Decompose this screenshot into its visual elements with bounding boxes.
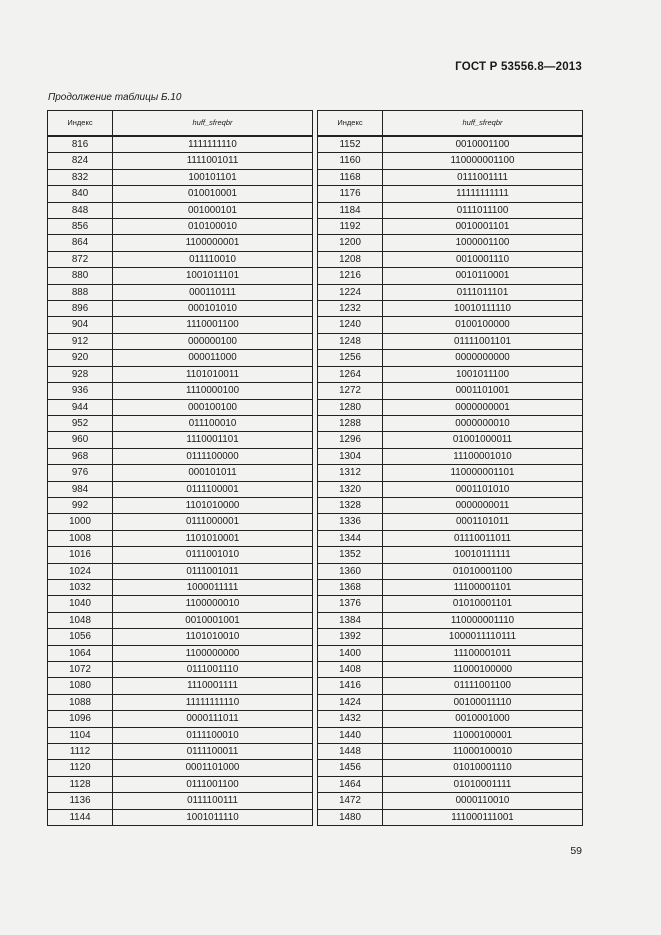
cell-code: 11111111110	[113, 694, 313, 710]
cell-code: 0111100001	[113, 481, 313, 497]
table-row	[318, 350, 583, 366]
cell-index: 1104	[48, 727, 113, 743]
table-row	[48, 202, 313, 218]
cell-index: 944	[48, 399, 113, 415]
cell-index: 1112	[48, 744, 113, 760]
table-header-row	[48, 111, 313, 137]
table-row	[318, 744, 583, 760]
table-row	[48, 809, 313, 825]
cell-code: 11100001101	[383, 579, 583, 595]
cell-index: 992	[48, 497, 113, 513]
cell-code: 1111001011	[113, 153, 313, 169]
cell-index: 1016	[48, 547, 113, 563]
cell-code: 0111001110	[113, 662, 313, 678]
cell-code: 1101010001	[113, 530, 313, 546]
table-row	[48, 514, 313, 530]
table-row	[318, 694, 583, 710]
table-row	[48, 186, 313, 202]
cell-index: 1072	[48, 662, 113, 678]
cell-index: 1288	[318, 415, 383, 431]
table-row	[318, 809, 583, 825]
table-row	[318, 383, 583, 399]
cell-index: 1432	[318, 711, 383, 727]
cell-index: 1320	[318, 481, 383, 497]
column-header-value: huff_sfreqbr	[113, 111, 313, 137]
cell-index: 1056	[48, 629, 113, 645]
cell-index: 952	[48, 415, 113, 431]
table-row	[48, 301, 313, 317]
table-row	[48, 711, 313, 727]
page-number: 59	[570, 845, 582, 857]
table-row	[48, 760, 313, 776]
cell-code: 11000100001	[383, 727, 583, 743]
cell-code: 1101010011	[113, 366, 313, 382]
cell-index: 1000	[48, 514, 113, 530]
cell-code: 011100010	[113, 415, 313, 431]
table-row	[48, 793, 313, 809]
cell-code: 0111100000	[113, 448, 313, 464]
table-row	[318, 284, 583, 300]
table-row	[48, 596, 313, 612]
cell-code: 1001011100	[383, 366, 583, 382]
table-row	[318, 645, 583, 661]
cell-code: 0111011101	[383, 284, 583, 300]
table-row	[48, 317, 313, 333]
cell-code: 0000000010	[383, 415, 583, 431]
cell-index: 1248	[318, 333, 383, 349]
cell-index: 960	[48, 432, 113, 448]
table-row	[48, 530, 313, 546]
table-row	[318, 186, 583, 202]
cell-code: 1110001101	[113, 432, 313, 448]
cell-index: 1400	[318, 645, 383, 661]
cell-code: 111000111001	[383, 809, 583, 825]
table-row	[48, 169, 313, 185]
cell-index: 1176	[318, 186, 383, 202]
table-row	[318, 547, 583, 563]
cell-code: 11000100000	[383, 662, 583, 678]
table-row	[318, 333, 583, 349]
table-row	[48, 579, 313, 595]
cell-code: 11100001010	[383, 448, 583, 464]
cell-code: 0111001111	[383, 169, 583, 185]
table-row	[48, 383, 313, 399]
table-row	[48, 645, 313, 661]
cell-code: 01010001110	[383, 760, 583, 776]
cell-code: 01001000011	[383, 432, 583, 448]
cell-code: 10010111111	[383, 547, 583, 563]
cell-index: 872	[48, 251, 113, 267]
table-row	[318, 268, 583, 284]
cell-index: 1264	[318, 366, 383, 382]
cell-code: 000000100	[113, 333, 313, 349]
cell-index: 1008	[48, 530, 113, 546]
table-row	[318, 481, 583, 497]
cell-code: 11111111111	[383, 186, 583, 202]
cell-code: 0010001110	[383, 251, 583, 267]
cell-code: 0010001100	[383, 136, 583, 153]
column-header-value: huff_sfreqbr	[383, 111, 583, 137]
table-row	[48, 399, 313, 415]
cell-code: 0100100000	[383, 317, 583, 333]
table-row	[48, 350, 313, 366]
cell-index: 1040	[48, 596, 113, 612]
cell-index: 1136	[48, 793, 113, 809]
table-row	[48, 694, 313, 710]
cell-index: 1216	[318, 268, 383, 284]
table-row	[318, 596, 583, 612]
table-row	[48, 251, 313, 267]
table-row	[318, 235, 583, 251]
table-row	[318, 612, 583, 628]
cell-index: 1408	[318, 662, 383, 678]
cell-index: 1160	[318, 153, 383, 169]
cell-index: 1392	[318, 629, 383, 645]
cell-code: 000101010	[113, 301, 313, 317]
table-row	[318, 793, 583, 809]
cell-index: 912	[48, 333, 113, 349]
cell-index: 1296	[318, 432, 383, 448]
table-row	[318, 711, 583, 727]
cell-code: 0111100010	[113, 727, 313, 743]
table-row	[48, 219, 313, 235]
cell-index: 1272	[318, 383, 383, 399]
table-row	[318, 678, 583, 694]
cell-index: 1448	[318, 744, 383, 760]
cell-code: 1110001100	[113, 317, 313, 333]
cell-index: 1312	[318, 465, 383, 481]
table-row	[318, 760, 583, 776]
cell-index: 864	[48, 235, 113, 251]
cell-code: 0010001001	[113, 612, 313, 628]
cell-code: 1100000010	[113, 596, 313, 612]
cell-code: 1111111110	[113, 136, 313, 153]
table-caption: Продолжение таблицы Б.10	[48, 92, 182, 103]
table-row	[48, 678, 313, 694]
cell-code: 11100001011	[383, 645, 583, 661]
cell-index: 1192	[318, 219, 383, 235]
cell-index: 1032	[48, 579, 113, 595]
cell-code: 000101011	[113, 465, 313, 481]
cell-code: 1110001111	[113, 678, 313, 694]
cell-index: 1480	[318, 809, 383, 825]
cell-index: 1200	[318, 235, 383, 251]
cell-code: 0111100111	[113, 793, 313, 809]
cell-code: 01111001100	[383, 678, 583, 694]
table-row	[48, 727, 313, 743]
cell-code: 01010001111	[383, 776, 583, 792]
cell-code: 1000001100	[383, 235, 583, 251]
table-row	[48, 268, 313, 284]
table-row	[318, 514, 583, 530]
cell-index: 1168	[318, 169, 383, 185]
table-row	[48, 744, 313, 760]
cell-index: 1360	[318, 563, 383, 579]
table-row	[318, 399, 583, 415]
table-row	[318, 251, 583, 267]
table-row	[48, 432, 313, 448]
cell-index: 1080	[48, 678, 113, 694]
cell-code: 1001011101	[113, 268, 313, 284]
table-row	[48, 366, 313, 382]
table-row	[318, 169, 583, 185]
cell-code: 000110111	[113, 284, 313, 300]
cell-code: 0010001101	[383, 219, 583, 235]
cell-index: 1456	[318, 760, 383, 776]
table-row	[48, 333, 313, 349]
table-row	[48, 563, 313, 579]
cell-code: 0010001000	[383, 711, 583, 727]
cell-index: 1184	[318, 202, 383, 218]
cell-code: 1001011110	[113, 809, 313, 825]
table-row	[48, 547, 313, 563]
table-row	[48, 153, 313, 169]
cell-index: 936	[48, 383, 113, 399]
cell-code: 0000000011	[383, 497, 583, 513]
cell-index: 1424	[318, 694, 383, 710]
table-row	[318, 153, 583, 169]
cell-code: 100101101	[113, 169, 313, 185]
cell-code: 01010001100	[383, 563, 583, 579]
cell-index: 1088	[48, 694, 113, 710]
table-row	[318, 136, 583, 153]
cell-code: 0111000001	[113, 514, 313, 530]
cell-code: 110000001101	[383, 465, 583, 481]
cell-index: 1352	[318, 547, 383, 563]
table-row	[318, 448, 583, 464]
cell-index: 1256	[318, 350, 383, 366]
cell-index: 1232	[318, 301, 383, 317]
table-header-row	[318, 111, 583, 137]
cell-index: 824	[48, 153, 113, 169]
cell-code: 011110010	[113, 251, 313, 267]
table-row	[318, 219, 583, 235]
cell-code: 0000111011	[113, 711, 313, 727]
cell-code: 1110000100	[113, 383, 313, 399]
cell-code: 000100100	[113, 399, 313, 415]
cell-index: 1328	[318, 497, 383, 513]
table-row	[318, 465, 583, 481]
table-row	[48, 284, 313, 300]
cell-index: 976	[48, 465, 113, 481]
cell-index: 848	[48, 202, 113, 218]
cell-code: 0111100011	[113, 744, 313, 760]
cell-index: 1472	[318, 793, 383, 809]
cell-index: 1024	[48, 563, 113, 579]
cell-code: 01111001101	[383, 333, 583, 349]
cell-code: 110000001110	[383, 612, 583, 628]
table-row	[318, 366, 583, 382]
cell-index: 1224	[318, 284, 383, 300]
cell-index: 856	[48, 219, 113, 235]
table-row	[48, 235, 313, 251]
cell-code: 0111011100	[383, 202, 583, 218]
table-row	[48, 612, 313, 628]
table-row	[48, 497, 313, 513]
cell-index: 1048	[48, 612, 113, 628]
cell-code: 01010001101	[383, 596, 583, 612]
cell-index: 928	[48, 366, 113, 382]
table-row	[318, 727, 583, 743]
cell-index: 1096	[48, 711, 113, 727]
cell-code: 0001101000	[113, 760, 313, 776]
cell-index: 1368	[318, 579, 383, 595]
table-row	[318, 415, 583, 431]
cell-index: 1376	[318, 596, 383, 612]
cell-index: 920	[48, 350, 113, 366]
table-row	[318, 530, 583, 546]
cell-code: 1000011110111	[383, 629, 583, 645]
cell-code: 1101010000	[113, 497, 313, 513]
table-row	[48, 136, 313, 153]
table-row	[318, 579, 583, 595]
cell-index: 1280	[318, 399, 383, 415]
column-header-index: Индекс	[48, 111, 113, 137]
table-row	[318, 497, 583, 513]
cell-index: 1464	[318, 776, 383, 792]
cell-index: 880	[48, 268, 113, 284]
cell-code: 0001101010	[383, 481, 583, 497]
cell-code: 0111001010	[113, 547, 313, 563]
table-row	[318, 317, 583, 333]
table-row	[318, 662, 583, 678]
table-row	[318, 432, 583, 448]
cell-index: 1304	[318, 448, 383, 464]
cell-code: 0111001100	[113, 776, 313, 792]
cell-index: 832	[48, 169, 113, 185]
cell-code: 0000110010	[383, 793, 583, 809]
cell-index: 896	[48, 301, 113, 317]
table-row	[318, 776, 583, 792]
cell-index: 1064	[48, 645, 113, 661]
cell-code: 0010110001	[383, 268, 583, 284]
cell-index: 1336	[318, 514, 383, 530]
cell-index: 1240	[318, 317, 383, 333]
table-row	[318, 563, 583, 579]
table-row	[48, 415, 313, 431]
table-row	[48, 465, 313, 481]
cell-code: 010100010	[113, 219, 313, 235]
table-right-half	[317, 110, 583, 826]
cell-index: 1128	[48, 776, 113, 792]
table-row	[48, 776, 313, 792]
cell-code: 1100000000	[113, 645, 313, 661]
table-left-half	[47, 110, 313, 826]
cell-code: 1101010010	[113, 629, 313, 645]
cell-code: 1100000001	[113, 235, 313, 251]
cell-code: 110000001100	[383, 153, 583, 169]
cell-index: 1208	[318, 251, 383, 267]
cell-index: 840	[48, 186, 113, 202]
cell-index: 1344	[318, 530, 383, 546]
cell-code: 000011000	[113, 350, 313, 366]
cell-code: 010010001	[113, 186, 313, 202]
cell-code: 0111001011	[113, 563, 313, 579]
cell-code: 0001101011	[383, 514, 583, 530]
cell-code: 0001101001	[383, 383, 583, 399]
cell-code: 00100011110	[383, 694, 583, 710]
cell-index: 968	[48, 448, 113, 464]
table-row	[48, 448, 313, 464]
cell-index: 1384	[318, 612, 383, 628]
cell-code: 0000000001	[383, 399, 583, 415]
cell-code: 10010111110	[383, 301, 583, 317]
table-row	[318, 202, 583, 218]
table-row	[48, 481, 313, 497]
cell-code: 001000101	[113, 202, 313, 218]
cell-code: 01110011011	[383, 530, 583, 546]
cell-index: 1144	[48, 809, 113, 825]
cell-index: 1416	[318, 678, 383, 694]
cell-index: 984	[48, 481, 113, 497]
column-header-index: Индекс	[318, 111, 383, 137]
cell-index: 904	[48, 317, 113, 333]
cell-code: 1000011111	[113, 579, 313, 595]
standard-designation: ГОСТ Р 53556.8—2013	[455, 61, 582, 73]
table-row	[318, 301, 583, 317]
cell-index: 816	[48, 136, 113, 153]
cell-code: 11000100010	[383, 744, 583, 760]
cell-index: 1440	[318, 727, 383, 743]
cell-code: 0000000000	[383, 350, 583, 366]
cell-index: 888	[48, 284, 113, 300]
cell-index: 1120	[48, 760, 113, 776]
table-row	[48, 662, 313, 678]
table-row	[48, 629, 313, 645]
cell-index: 1152	[318, 136, 383, 153]
table-row	[318, 629, 583, 645]
